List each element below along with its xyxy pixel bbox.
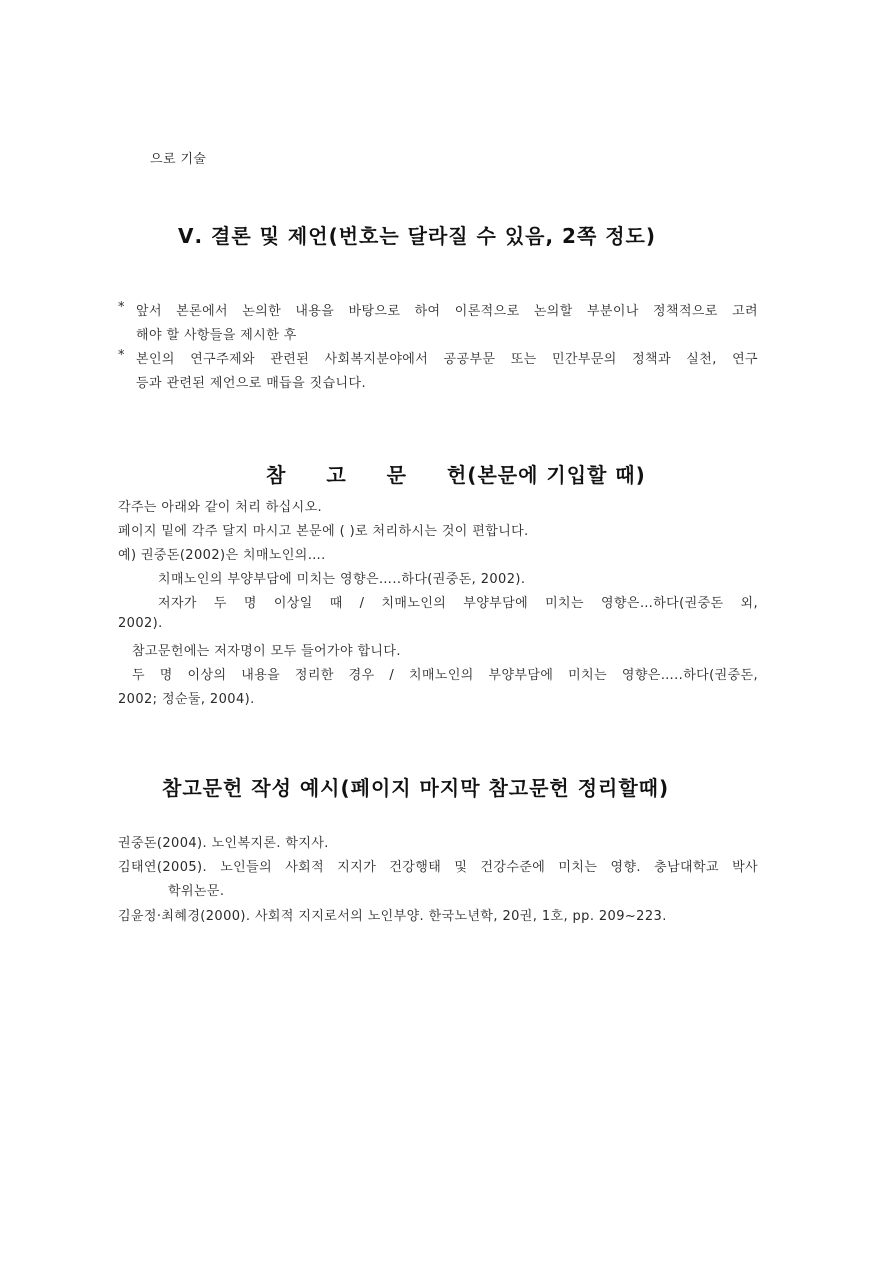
inline-ref-example: 예) 권중돈(2002)은 치매노인의…. (118, 548, 326, 563)
bullet-2-line-1: 본인의 연구주제와 관련된 사회복지분야에서 공공부문 또는 민간부문의 정책과 실천, 연구 (136, 352, 758, 367)
reference-entry-2-line-1: 김태연(2005). 노인들의 사회적 지지가 건강행태 및 건강수준에 미치는 영향. 충남대학교 박사 (118, 860, 758, 875)
inline-ref-line-1: 각주는 아래와 같이 처리 하십시오. (118, 500, 323, 515)
heading-tail: 헌(본문에 기입할 때) (446, 463, 646, 487)
bullet-mark: * (118, 348, 125, 363)
inline-ref-line-2: 페이지 밑에 각주 달지 마시고 본문에 ( )로 처리하시는 것이 편합니다. (118, 524, 529, 539)
continuation-text: 으로 기술 (150, 152, 207, 167)
heading-char: 문 (386, 463, 407, 487)
bullet-1-line-2: 해야 할 사항들을 제시한 후 (136, 328, 297, 343)
conclusion-bullet-list (118, 300, 758, 410)
bullet-mark: * (118, 300, 125, 315)
inline-ref-line-8: 두 명 이상의 내용을 정리한 경우 / 치매노인의 부양부담에 미치는 영향은…..하다(권중돈, (132, 668, 758, 683)
reference-entry-2-line-2: 학위논문. (168, 884, 225, 899)
bullet-1-line-1: 앞서 본론에서 논의한 내용을 바탕으로 하여 이론적으로 논의할 부분이나 정책적으로 고려 (136, 304, 758, 319)
reference-entry-3: 김윤정·최혜경(2000). 사회적 지지로서의 노인부양. 한국노년학, 20권, 1호, pp. 209~223. (118, 909, 667, 924)
inline-ref-line-9: 2002; 정순둘, 2004). (118, 692, 255, 707)
conclusion-heading: Ⅴ. 결론 및 제언(번호는 달라질 수 있음, 2쪽 정도) (178, 224, 657, 248)
inline-ref-line-7: 참고문헌에는 저자명이 모두 들어가야 합니다. (132, 644, 401, 659)
references-inline-heading (266, 459, 646, 488)
bullet-2-line-2: 등과 관련된 제언으로 매듭을 짓습니다. (136, 376, 366, 391)
inline-ref-line-4: 치매노인의 부양부담에 미치는 영향은…..하다(권중돈, 2002). (158, 572, 526, 587)
inline-ref-line-6: 2002). (118, 616, 163, 631)
references-list-heading: 참고문헌 작성 예시(페이지 마지막 참고문헌 정리할때) (162, 776, 670, 800)
reference-entry-1: 권중돈(2004). 노인복지론. 학지사. (118, 836, 329, 851)
heading-char: 참 (266, 463, 287, 487)
heading-char: 고 (326, 463, 347, 487)
inline-ref-line-5: 저자가 두 명 이상일 때 / 치매노인의 부양부담에 미치는 영향은…하다(권중돈 외, (158, 596, 758, 611)
